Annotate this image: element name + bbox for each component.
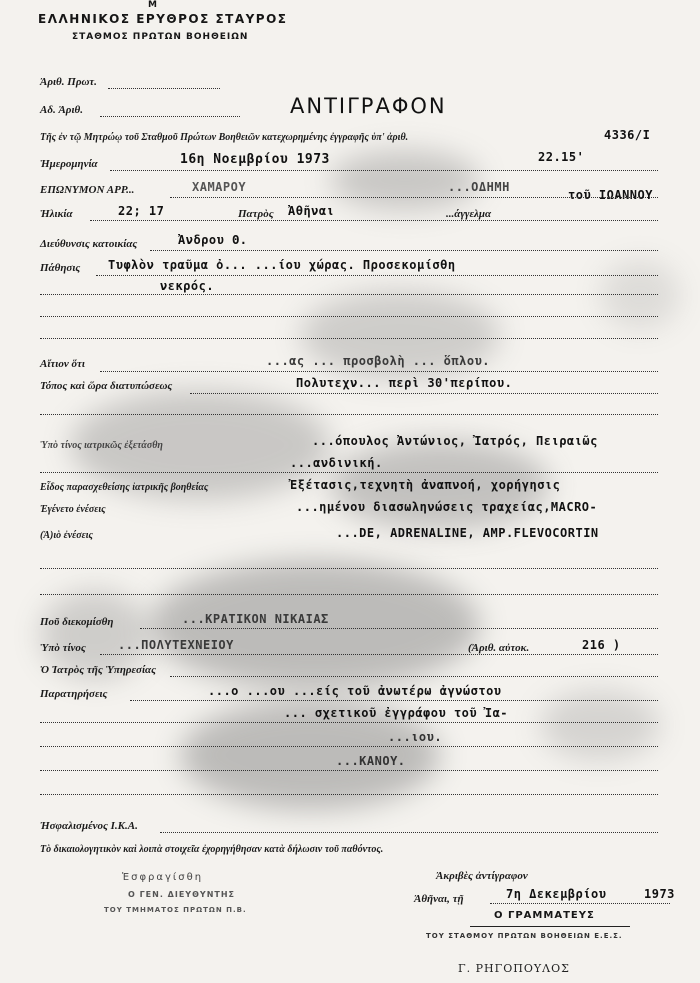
- occupation-label: ...άγγελμα: [446, 208, 492, 220]
- remarks-value-2: ... σχετικοῦ ἐγγράφου τοῦ Ἰα-: [284, 706, 509, 720]
- remarks-label: Παρατηρήσεις: [40, 688, 108, 700]
- injections-value: ...ημένου διασωληνώσεις τραχείας,MACRO-: [296, 500, 598, 514]
- by-vehicle-value: ...ΠΟΛΥΤΕΧΝΕΙΟΥ: [118, 638, 234, 652]
- org-name: ΕΛΛΗΝΙΚΟΣ ΕΡΥΘΡΟΣ ΣΤΑΥΡΟΣ: [38, 12, 288, 26]
- injections-label: Ἐγένετο ἐνέσεις: [40, 504, 106, 515]
- dotted-rule: [130, 700, 658, 701]
- father-label: Πατρὸς: [238, 208, 274, 220]
- footer-note: Τὸ δικαιολογητικὸν καὶ λοιπὰ στοιχεῖα ἐχορηγήθησαν κατὰ δήλωσιν τοῦ παθόντος.: [40, 844, 384, 855]
- first-name-value: ...ΟΔΗΜΗ: [448, 180, 510, 194]
- cause-value: ...ας ... προσβολὴ ... ὅπλου.: [266, 354, 491, 368]
- sealed-text: Ἐσφραγίσθη: [122, 872, 204, 883]
- register-label: Τῆς ἐν τῷ Μητρώῳ τοῦ Σταθμοῦ Πρώτων Βοηθειῶν κατεχωρημένης ἐγγραφῆς ὑπ' ἀριθ.: [40, 132, 409, 143]
- dotted-rule: [170, 676, 658, 677]
- station-name: ΣΤΑΘΜΟΣ ΠΡΩΤΩΝ ΒΟΗΘΕΙΩΝ: [72, 32, 249, 42]
- illness-value-1: Τυφλὸν τραῦμα ὀ... ...ίου χώρας. Προσεκομίσθη: [108, 258, 456, 272]
- dotted-rule: [40, 568, 658, 569]
- ad-arith-label: Αδ. Ἀριθ.: [40, 104, 83, 116]
- remarks-value-1: ...ο ...ου ...είς τοῦ ἀνωτέρω ἀγνώστου: [208, 684, 502, 698]
- address-label: Διεύθυνσις κατοικίας: [40, 238, 138, 250]
- document-title: ΑΝΤΙΓΡΑΦΟΝ: [290, 94, 447, 118]
- care-type-label: Εἶδος παρασχεθείσης ἰατρικῆς βοηθείας: [40, 482, 209, 493]
- dotted-rule: [150, 250, 658, 251]
- transferred-label: Ποῦ διεκομίσθη: [40, 616, 114, 628]
- ambulance-no-value: 216 ): [582, 638, 621, 652]
- secretary-title: Ο ΓΡΑΜΜΑΤΕΥΣ: [494, 910, 595, 921]
- sub-injections-value: ...DE, ADRENALINE, AMP.FLEVOCORTIN: [336, 526, 599, 540]
- department-title: ΤΟΥ ΤΜΗΜΑΤΟΣ ΠΡΩΤΩΝ Π.Β.: [104, 906, 247, 914]
- ambulance-no-label: (Ἀριθ. αὐτοκ.: [468, 642, 530, 654]
- dotted-rule: [190, 393, 658, 394]
- dotted-rule: [110, 170, 658, 171]
- surname-label: ΕΠΩΝΥΜΟΝ ΑΡΡ...: [40, 184, 135, 196]
- smudge: [600, 260, 680, 330]
- dotted-rule: [100, 371, 658, 372]
- dotted-rule: [40, 770, 658, 771]
- director-title: Ο ΓΕΝ. ΔΙΕΥΘΥΝΤΗΣ: [128, 890, 235, 899]
- copy-year: 1973: [644, 887, 675, 901]
- cause-label: Αἴτιον ὅτι: [40, 358, 85, 370]
- dotted-rule: [100, 654, 658, 655]
- station-ees: ΤΟΥ ΣΤΑΘΜΟΥ ΠΡΩΤΩΝ ΒΟΗΘΕΙΩΝ Ε.Ε.Σ.: [426, 932, 623, 940]
- dotted-rule: [140, 628, 658, 629]
- dotted-rule: [170, 197, 658, 198]
- address-value: Ἀνδρου Θ.: [178, 233, 248, 247]
- header-mark: Μ: [148, 0, 158, 10]
- dotted-rule: [40, 316, 658, 317]
- remarks-value-3: ...ιου.: [388, 730, 443, 744]
- illness-value-2: νεκρός.: [160, 279, 215, 293]
- dotted-rule: [40, 594, 658, 595]
- dotted-rule: [96, 275, 658, 276]
- father-place-value: Ἀθῆναι: [288, 204, 335, 218]
- surname-value: ΧΑΜΑΡΟΥ: [192, 180, 247, 194]
- treated-by-value-1: ...όπουλος Ἀντώνιος, Ἰατρός, Πειραιῶς: [312, 434, 598, 448]
- accurate-copy-label: Ἀκριβὲς ἀντίγραφον: [436, 870, 528, 882]
- dotted-rule: [108, 88, 220, 89]
- dotted-rule: [40, 746, 658, 747]
- insured-label: Ἠσφαλισμένος Ι.Κ.Α.: [40, 820, 138, 832]
- place-time-value: Πολυτεχν... περὶ 30'περίπου.: [296, 376, 513, 390]
- date-value: 16η Νοεμβρίου 1973: [180, 152, 330, 167]
- treated-by-label: Ὑπὸ τίνος ιατρικῶς ἐξετάσθη: [40, 440, 163, 451]
- sub-injections-label: (Ἀ)ιὸ ἐνέσεις: [40, 530, 93, 541]
- dotted-rule: [40, 338, 658, 339]
- dotted-rule: [40, 294, 658, 295]
- remarks-value-4: ...ΚΑΝΟΥ.: [336, 754, 406, 768]
- signature-rule: [470, 926, 630, 927]
- date-label: Ἡμερομηνία: [40, 158, 98, 170]
- care-type-value: Ἐξέτασις,τεχνητὴ ἀναπνοή, χορήγησις: [290, 478, 561, 492]
- dotted-rule: [90, 220, 658, 221]
- treated-by-value-2: ...ανδινική.: [290, 456, 383, 470]
- by-vehicle-label: Ὑπὸ τίνος: [40, 642, 86, 654]
- age-value: 22; 17: [118, 204, 165, 218]
- dotted-rule: [490, 903, 670, 904]
- dotted-rule: [40, 722, 658, 723]
- place-time-label: Τόπος καὶ ὥρα διατυπώσεως: [40, 380, 173, 392]
- signature-name: Γ. ΡΗΓΟΠΟΥΛΟΣ: [458, 962, 570, 975]
- arith-prot-label: Ἀριθ. Πρωτ.: [40, 76, 97, 88]
- dotted-rule: [40, 414, 658, 415]
- dotted-rule: [40, 472, 658, 473]
- dotted-rule: [40, 794, 658, 795]
- age-label: Ἡλικία: [40, 208, 73, 220]
- doctor-label: Ὁ Ἰατρὸς τῆς Ὑπηρεσίας: [40, 664, 157, 676]
- father-name-value: τοῦ ΙΩΑΝΝΟΥ: [568, 188, 653, 202]
- time-value: 22.15': [538, 150, 585, 164]
- transferred-value: ...ΚΡΑΤΙΚΟΝ ΝΙΚΑΙΑΣ: [182, 612, 329, 626]
- register-number: 4336/I: [604, 128, 651, 142]
- illness-label: Πάθησις: [40, 262, 81, 274]
- athens-label: Ἀθῆναι, τῇ: [414, 893, 464, 905]
- copy-date: 7η Δεκεμβρίου: [506, 887, 607, 901]
- dotted-rule: [160, 832, 658, 833]
- dotted-rule: [100, 116, 240, 117]
